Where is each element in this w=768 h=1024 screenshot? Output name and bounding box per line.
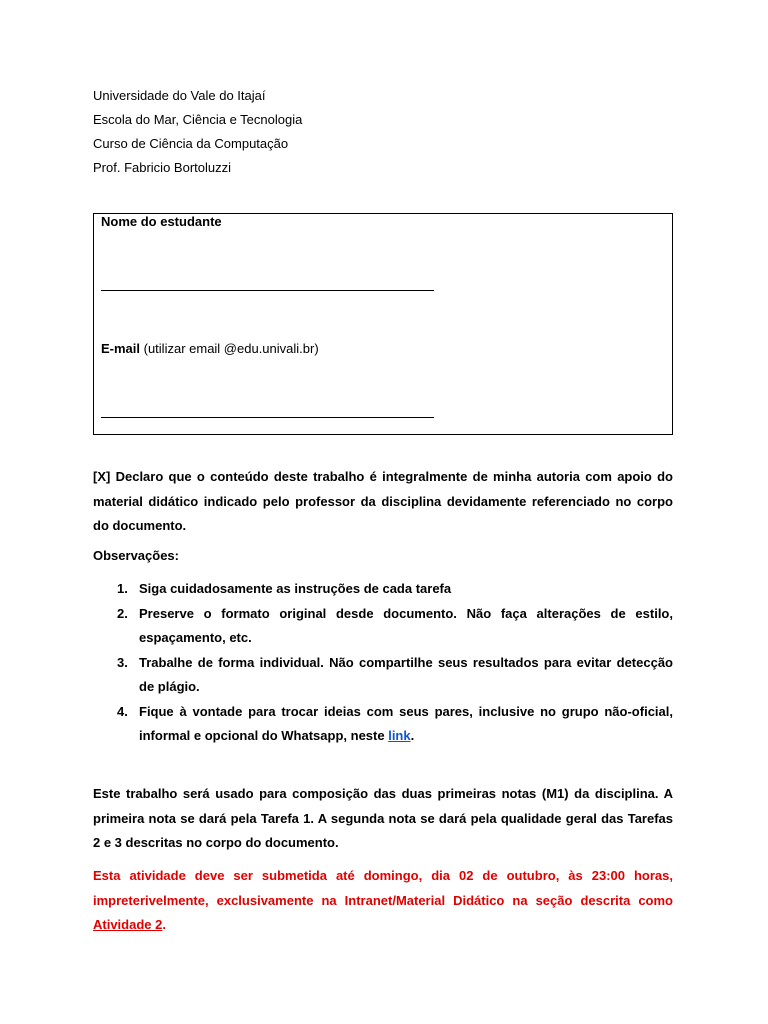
list-item: 3. Trabalhe de forma individual. Não compartilhe seus resultados para evitar detecção de plágio. xyxy=(117,654,673,694)
list-item: 4. Fique à vontade para trocar ideias com seus pares, inclusive no grupo não-oficial, informal e opcional do Whatsapp, neste link. xyxy=(117,703,673,743)
student-name-label: Nome do estudante xyxy=(101,214,222,229)
course-name: Curso de Ciência da Computação xyxy=(93,136,289,151)
deadline-note: Esta atividade deve ser submetida até domingo, dia 02 de outubro, às 23:00 horas, impreterivelmente, exclusivamente na Intranet/Material Didático na seção descrita como Atividade 2. xyxy=(93,868,673,932)
document-header xyxy=(93,86,302,182)
observations-title: Observações: xyxy=(93,548,179,563)
university-name: Universidade do Vale do Itajaí xyxy=(93,88,266,103)
declaration-text: [X] Declaro que o conteúdo deste trabalho é integralmente de minha autoria com apoio do material didático indicado pelo professor da disciplina devidamente referenciado no corpo do documento. xyxy=(93,469,673,533)
student-name-field[interactable] xyxy=(101,290,434,291)
whatsapp-link[interactable]: link xyxy=(388,728,411,743)
student-info-box xyxy=(93,213,673,435)
observations-list xyxy=(93,577,673,749)
list-item: 2. Preserve o formato original desde documento. Não faça alterações de estilo, espaçamento, etc. xyxy=(117,605,673,645)
email-label: E-mail (utilizar email @edu.univali.br) xyxy=(101,341,319,356)
email-field[interactable] xyxy=(101,417,434,418)
grading-note: Este trabalho será usado para composição das duas primeiras notas (M1) da disciplina. A primeira nota se dará pela Tarefa 1. A segunda nota se dará pela qualidade geral das Tarefas 2 e 3 descritas no corpo do documento. xyxy=(93,786,673,850)
professor-name: Prof. Fabricio Bortoluzzi xyxy=(93,160,231,175)
school-name: Escola do Mar, Ciência e Tecnologia xyxy=(93,112,303,127)
email-hint: (utilizar email @edu.univali.br) xyxy=(140,341,319,356)
list-item: 1. Siga cuidadosamente as instruções de cada tarefa xyxy=(117,581,452,596)
activity-link[interactable]: Atividade 2 xyxy=(93,917,163,932)
